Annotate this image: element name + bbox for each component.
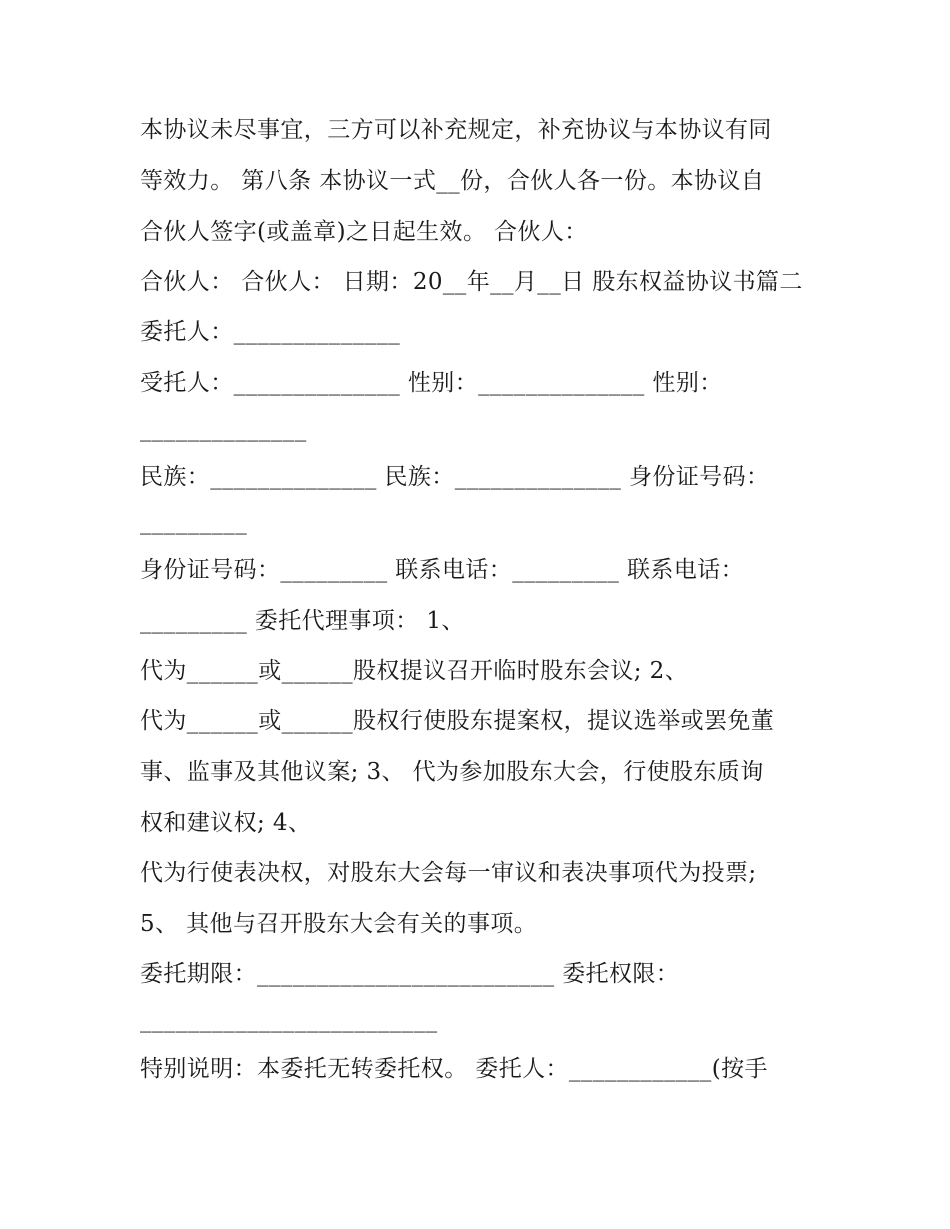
text-line: 身份证号码：_________ 联系电话：_________ 联系电话： (140, 557, 745, 583)
text-line: ______________ (140, 416, 307, 442)
text-line: 本协议未尽事宜，三方可以补充规定，补充协议与本协议有同 (140, 117, 772, 143)
text-line: 代为______或______股权行使股东提案权，提议选举或罢免董 (140, 708, 775, 734)
text-line: 代为行使表决权，对股东大会每一审议和表决事项代为投票; (140, 860, 757, 886)
text-line: 民族：______________ 民族：______________ 身份证号码： (140, 464, 770, 490)
text-line: 5、 其他与召开股东大会有关的事项。 (140, 911, 538, 937)
text-line: 事、监事及其他议案; 3、 代为参加股东大会，行使股东质询 (140, 759, 764, 785)
text-line: 委托人：______________ (140, 319, 401, 345)
text-line: 合伙人： 合伙人： 日期：20__年__月__日 股东权益协议书篇二 (140, 269, 803, 295)
text-line: 等效力。 第八条 本协议一式__份，合伙人各一份。本协议自 (140, 168, 765, 194)
text-line: _________ (140, 509, 248, 535)
text-line: 委托期限：_________________________ 委托权限： (140, 961, 680, 987)
text-line: _________________________ (140, 1007, 438, 1033)
text-line: 特别说明：本委托无转委托权。 委托人：____________(按手 (140, 1056, 768, 1082)
text-line: _________ 委托代理事项： 1、 (140, 608, 465, 634)
text-line: 代为______或______股权提议召开临时股东会议; 2、 (140, 658, 689, 684)
text-line: 受托人：______________ 性别：______________ 性别： (140, 370, 723, 396)
text-line: 合伙人签字(或盖章)之日起生效。 合伙人： (140, 219, 588, 245)
text-line: 权和建议权; 4、 (140, 810, 312, 836)
